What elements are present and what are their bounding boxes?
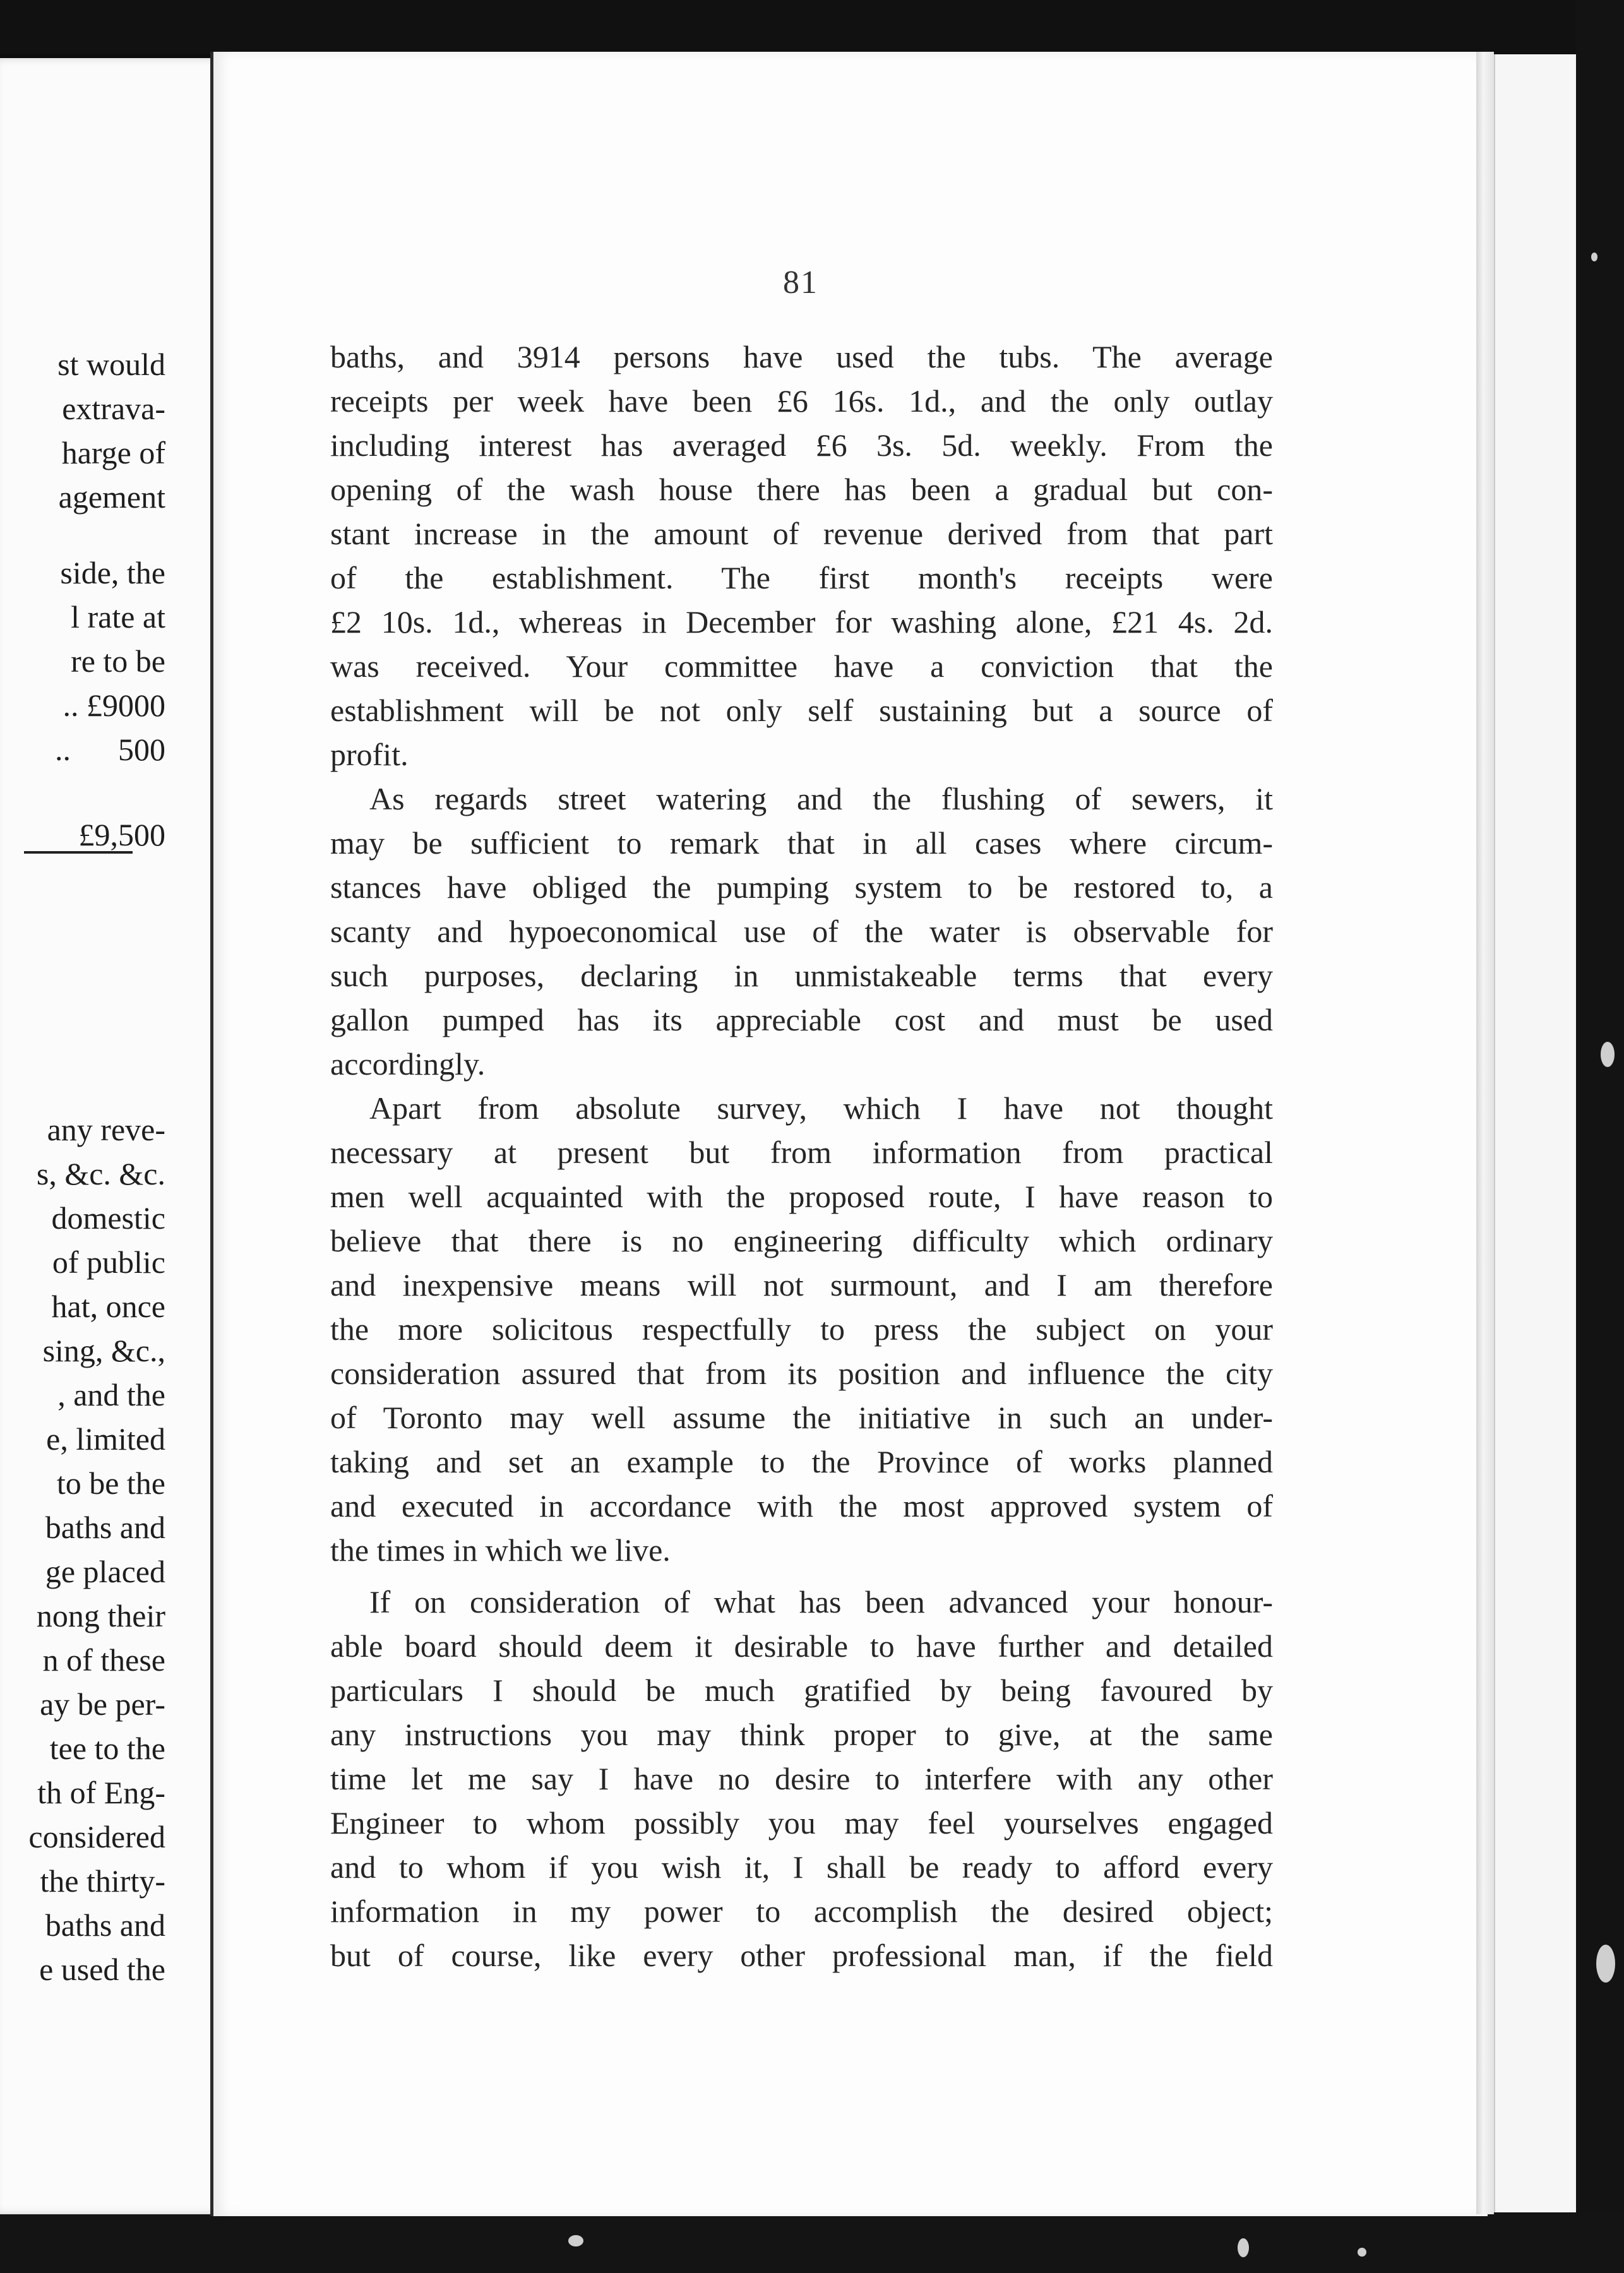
text-line: profit. xyxy=(330,737,409,772)
left-page-line: side, the xyxy=(60,555,165,590)
dust-speck xyxy=(1596,1945,1615,1983)
text-line: scanty and hypoeconomical use of the water is observable for xyxy=(330,914,1273,949)
text-line: establishment will be not only self sustaining but a source of xyxy=(330,693,1273,728)
text-line: receipts per week have been £6 16s. 1d., and the only outlay xyxy=(330,383,1273,419)
page-stack xyxy=(1494,54,1576,2212)
left-page-line: .. £9000 xyxy=(63,688,165,723)
text-line: was received. Your committee have a conviction that the xyxy=(330,648,1273,684)
text-line: accordingly. xyxy=(330,1046,486,1082)
text-line: Engineer to whom possibly you may feel yourselves engaged xyxy=(330,1805,1273,1840)
left-page-line: nong their xyxy=(36,1598,165,1633)
left-page-line: sing, &c., xyxy=(42,1333,165,1368)
text-line: gallon pumped has its appreciable cost and must be used xyxy=(330,1002,1273,1037)
left-page-line: ay be per- xyxy=(40,1686,165,1722)
left-page-line: , and the xyxy=(57,1377,165,1412)
left-page-line: domestic xyxy=(51,1200,165,1236)
left-page-line: n of these xyxy=(42,1642,165,1678)
text-line: may be sufficient to remark that in all cases where circum- xyxy=(330,825,1273,861)
left-page-line: extrava- xyxy=(62,391,165,426)
text-line: time let me say I have no desire to interfere with any other xyxy=(330,1761,1273,1796)
text-line: If on consideration of what has been advanced your honour- xyxy=(369,1584,1273,1620)
left-page-line: the thirty- xyxy=(40,1863,165,1899)
dust-speck xyxy=(568,2235,583,2246)
text-line: information in my power to accomplish the desired object; xyxy=(330,1894,1273,1929)
left-page-line: considered xyxy=(28,1819,165,1854)
left-page-line: s, &c. &c. xyxy=(36,1156,165,1191)
text-line: and inexpensive means will not surmount, and I am therefore xyxy=(330,1267,1273,1303)
left-page-line: e, limited xyxy=(46,1421,165,1457)
text-line: necessary at present but from information from practical xyxy=(330,1135,1273,1170)
dust-speck xyxy=(1591,253,1597,261)
dust-speck xyxy=(1238,2238,1249,2257)
paragraph xyxy=(330,777,1273,1086)
dust-speck xyxy=(1601,1042,1615,1067)
dust-speck xyxy=(1358,2248,1366,2257)
left-page-line: tee to the xyxy=(49,1731,165,1766)
paragraph xyxy=(330,1086,1273,1572)
text-line: any instructions you may think proper to give, at the same xyxy=(330,1717,1273,1752)
text-line: the more solicitous respectfully to press the subject on your xyxy=(330,1311,1273,1347)
left-page-line: harge of xyxy=(61,435,165,470)
text-line: the times in which we live. xyxy=(330,1532,671,1568)
text-line: consideration assured that from its position and influence the city xyxy=(330,1356,1273,1391)
page-number: 81 xyxy=(783,265,818,301)
left-page-line: agement xyxy=(58,479,165,515)
text-line: opening of the wash house there has been a gradual but con- xyxy=(330,472,1273,507)
text-line: £2 10s. 1d., whereas in December for washing alone, £21 4s. 2d. xyxy=(330,604,1273,640)
left-page-line: to be the xyxy=(56,1465,165,1501)
text-line: of the establishment. The first month's receipts were xyxy=(330,560,1273,595)
scanner-border-top xyxy=(0,0,1624,54)
left-page-line: re to be xyxy=(71,643,165,679)
left-page-line: baths and xyxy=(45,1510,165,1545)
text-line: but of course, like every other professional man, if the field xyxy=(330,1938,1273,1973)
page-edge xyxy=(1476,52,1494,2214)
left-page-total: £9,500 xyxy=(78,817,165,852)
left-page-line: th of Eng- xyxy=(37,1775,165,1810)
left-page-line: any reve- xyxy=(47,1112,165,1147)
body-text xyxy=(330,335,1273,1978)
left-page-line: l rate at xyxy=(71,599,165,635)
text-line: taking and set an example to the Province of works planned xyxy=(330,1444,1273,1479)
left-page-line: st would xyxy=(57,347,165,382)
scanner-border-bottom xyxy=(0,2213,1624,2273)
text-line: As regards street watering and the flushing of sewers, it xyxy=(369,781,1273,816)
text-line: Apart from absolute survey, which I have not thought xyxy=(369,1090,1273,1126)
left-page-line: hat, once xyxy=(51,1289,165,1324)
left-page-line: of public xyxy=(52,1244,165,1280)
text-line: and executed in accordance with the most approved system of xyxy=(330,1488,1273,1524)
scanner-border-right xyxy=(1575,0,1624,2273)
left-facing-page xyxy=(0,58,241,2214)
text-line: believe that there is no engineering difficulty which ordinary xyxy=(330,1223,1273,1258)
text-line: such purposes, declaring in unmistakeable terms that every xyxy=(330,958,1273,993)
paragraph xyxy=(330,335,1273,777)
text-line: stant increase in the amount of revenue derived from that part xyxy=(330,516,1273,551)
text-line: men well acquainted with the proposed route, I have reason to xyxy=(330,1179,1273,1214)
text-line: and to whom if you wish it, I shall be ready to afford every xyxy=(330,1849,1273,1885)
paragraph xyxy=(330,1580,1273,1978)
left-page-line: baths and xyxy=(45,1907,165,1943)
text-line: particulars I should be much gratified by being favoured by xyxy=(330,1673,1273,1708)
left-page-line: e used the xyxy=(39,1952,165,1987)
text-line: stances have obliged the pumping system to be restored to, a xyxy=(330,869,1273,905)
left-page-line: .. 500 xyxy=(55,732,165,767)
text-line: able board should deem it desirable to have further and detailed xyxy=(330,1628,1273,1664)
text-line: of Toronto may well assume the initiative in such an under- xyxy=(330,1400,1273,1435)
left-page-line: ge placed xyxy=(45,1554,165,1589)
text-line: including interest has averaged £6 3s. 5d. weekly. From the xyxy=(330,427,1273,463)
text-line: baths, and 3914 persons have used the tubs. The average xyxy=(330,339,1273,374)
